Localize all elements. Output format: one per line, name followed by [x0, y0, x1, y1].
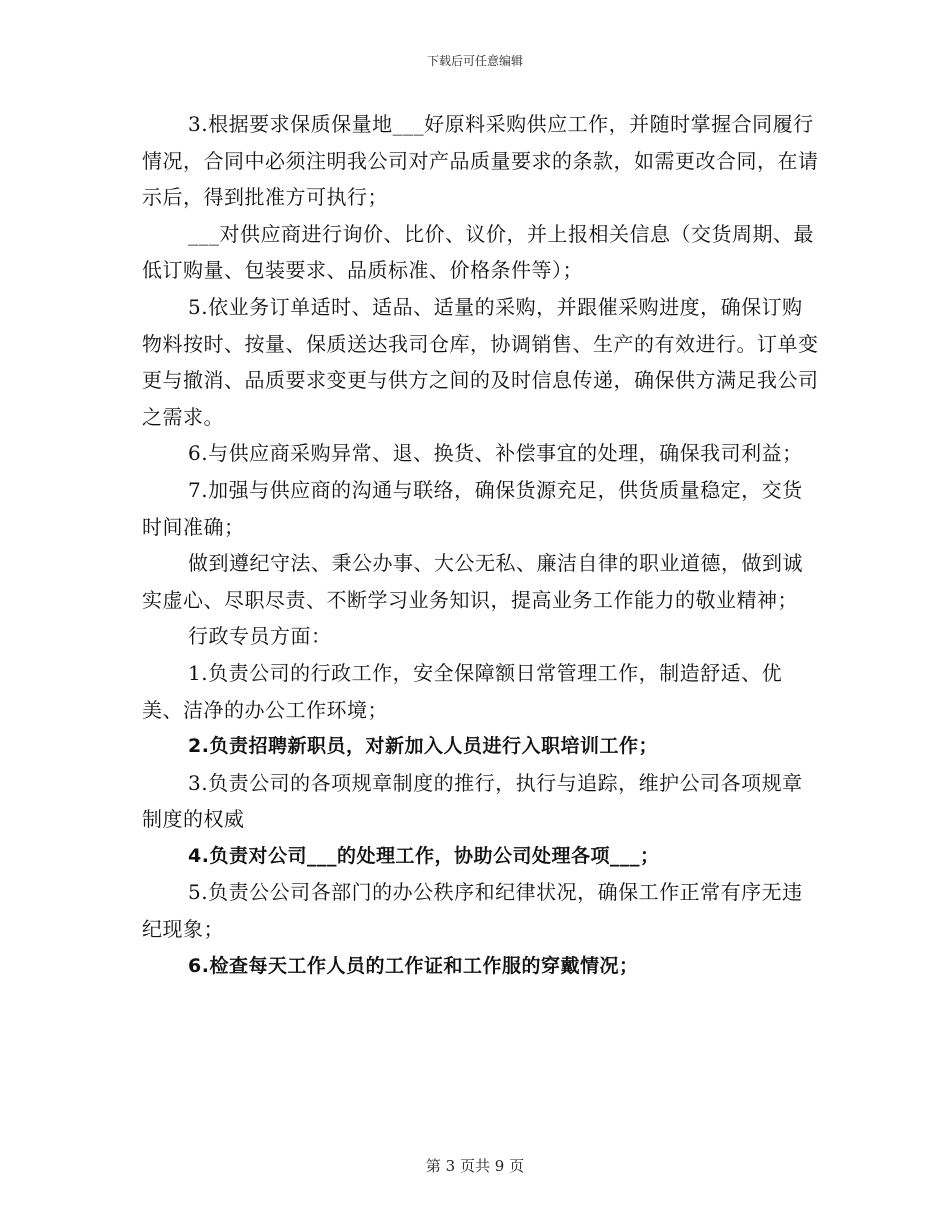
- paragraph-4: 6.与供应商采购异常、退、换货、补偿事宜的处理，确保我司利益；: [188, 441, 803, 466]
- paragraph-5: 7.加强与供应商的沟通与联络，确保货源充足，供货质量稳定，交货时间准确；: [142, 477, 803, 539]
- paragraph-3: 5.依业务订单适时、适品、适量的采购，并跟催采购进度，确保订购物料按时、按量、保质送达我司仓库，协调销售、生产的有效进行。订单变更与撤消、品质要求变更与供方之间的及时信息传递，确保供方满足我公司之需求。: [142, 294, 819, 429]
- paragraph-10: 3.负责公司的各项规章制度的推行，执行与追踪，维护公司各项规章制度的权威: [142, 770, 803, 832]
- page-header: 下载后可任意编辑: [426, 54, 523, 68]
- paragraph-12: 5.负责公公司各部门的办公秩序和纪律状况，确保工作正常有序无违纪现象；: [142, 880, 803, 942]
- paragraph-9: 2.负责招聘新职员，对新加入人员进行入职培训工作；: [188, 735, 658, 758]
- paragraph-1: 3.根据要求保质保量地___好原料采购供应工作，并随时掌握合同履行情况，合同中必须注明我公司对产品质量要求的条款，如需更改合同，在请示后，得到批准方可执行；: [142, 112, 819, 210]
- paragraph-8: 1.负责公司的行政工作，安全保障额日常管理工作，制造舒适、优美、洁净的办公工作环境；: [142, 660, 783, 722]
- page-footer: 第 3 页共 9 页: [425, 1157, 525, 1175]
- paragraph-6: 做到遵纪守法、秉公办事、大公无私、廉洁自律的职业道德，做到诚实虚心、尽职尽责、不断学习业务知识，提高业务工作能力的敬业精神；: [142, 551, 803, 612]
- paragraph-11: 4.负责对公司___的处理工作，协助公司处理各项___；: [188, 844, 660, 867]
- paragraph-13: 6.检查每天工作人员的工作证和工作服的穿戴情况；: [188, 954, 639, 977]
- section-heading-admin: 行政专员方面：: [188, 624, 332, 649]
- paragraph-2: ___对供应商进行询价、比价、议价，并上报相关信息（交货周期、最低订购量、包装要求、品质标准、价格条件等）；: [142, 221, 814, 283]
- document-body: [142, 106, 822, 984]
